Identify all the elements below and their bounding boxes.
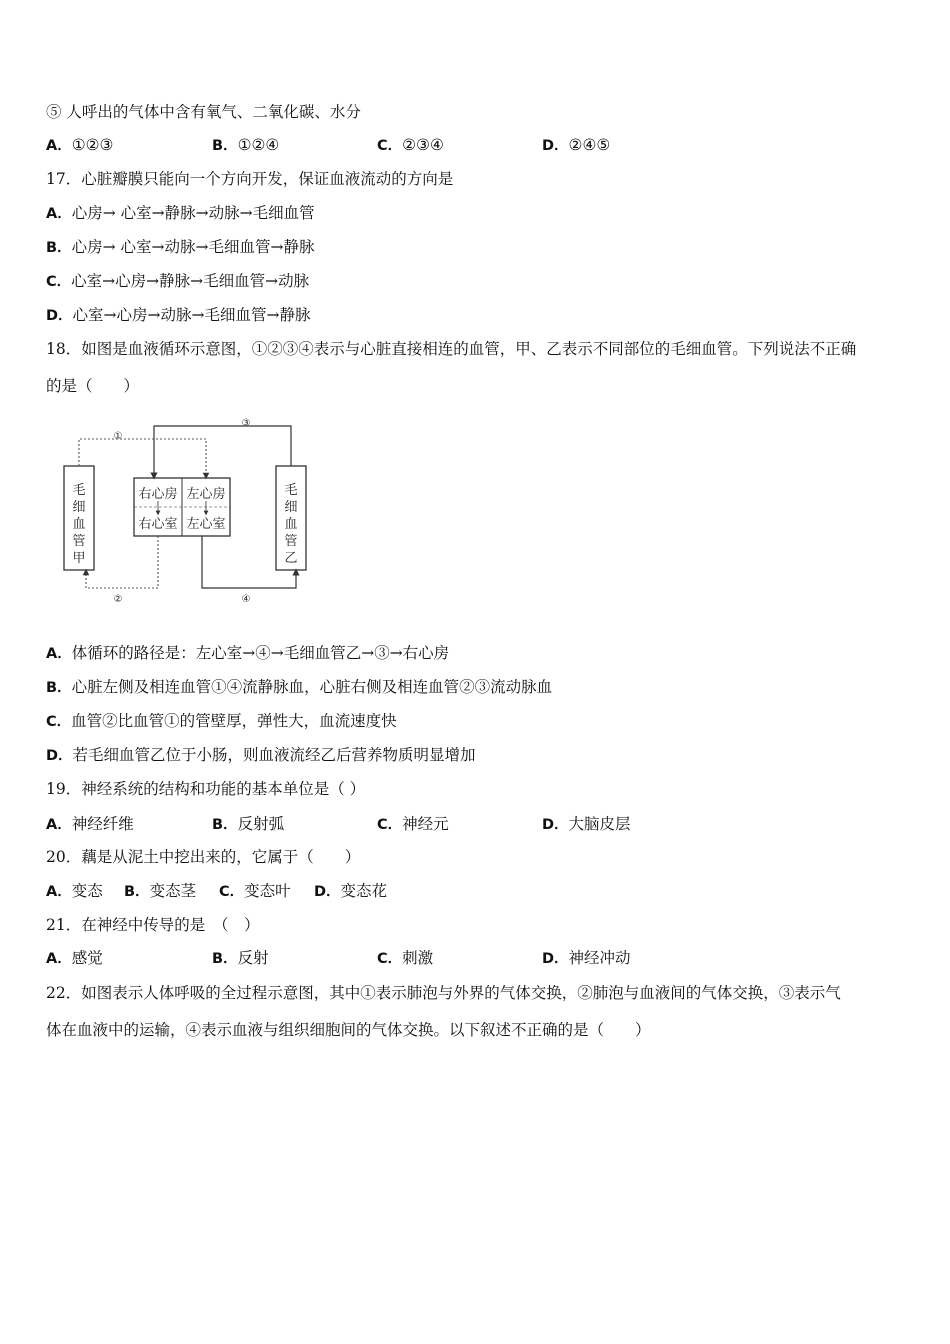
q19-option-c[interactable]: C．神经元 [377, 815, 449, 833]
q18-stem-line2: 的是（ ） [46, 377, 140, 395]
capillary-a-char: 管 [72, 534, 86, 549]
q18-option-b[interactable]: B．心脏左侧及相连血管①④流静脉血，心脏右侧及相连血管②③流动脉血 [46, 678, 553, 696]
q20-option-d[interactable]: D．变态花 [314, 882, 388, 900]
q19-option-d[interactable]: D．大脑皮层 [542, 815, 631, 833]
q18-option-c[interactable]: C．血管②比血管①的管壁厚，弹性大，血流速度快 [46, 712, 397, 730]
q20-option-a[interactable]: A．变态 [46, 882, 103, 900]
q16-option-b[interactable]: B．①②④ [212, 136, 280, 154]
q18-stem-line1: 18．如图是血液循环示意图，①②③④表示与心脏直接相连的血管，甲、乙表示不同部位的毛细血管。下列说法不正确 [46, 340, 857, 358]
blood-circulation-diagram [46, 406, 346, 616]
label-vessel-4: ④ [241, 594, 251, 605]
q18-option-a[interactable]: A．体循环的路径是：左心室→④→毛细血管乙→③→右心房 [46, 644, 450, 662]
q20-option-c[interactable]: C．变态叶 [219, 882, 291, 900]
vessel-3 [154, 426, 291, 476]
q21-option-b[interactable]: B．反射 [212, 949, 269, 967]
capillary-b-char: 毛 [284, 483, 298, 498]
left-ventricle-label: 左心室 [186, 517, 226, 532]
left-atrium-label: 左心房 [186, 487, 226, 502]
capillary-b-char: 乙 [284, 551, 298, 566]
q17-option-d[interactable]: D．心室→心房→动脉→毛细血管→静脉 [46, 306, 311, 324]
capillary-a-char: 血 [72, 517, 86, 532]
q19-option-a[interactable]: A．神经纤维 [46, 815, 134, 833]
q20-stem: 20．藕是从泥土中挖出来的，它属于（ ） [46, 848, 361, 866]
right-atrium-label: 右心房 [138, 487, 178, 502]
q16-option-d[interactable]: D．②④⑤ [542, 136, 611, 154]
vessel-4 [202, 536, 296, 588]
q19-stem: 19．神经系统的结构和功能的基本单位是（ ） [46, 780, 366, 798]
capillary-a-char: 甲 [72, 551, 86, 566]
q21-option-d[interactable]: D．神经冲动 [542, 949, 631, 967]
label-vessel-2: ② [113, 594, 123, 605]
vessel-1 [79, 439, 206, 476]
q18-option-d[interactable]: D．若毛细血管乙位于小肠，则血液流经乙后营养物质明显增加 [46, 746, 476, 764]
capillary-a-char: 毛 [72, 483, 86, 498]
q20-option-b[interactable]: B．变态茎 [124, 882, 197, 900]
label-vessel-3: ③ [241, 418, 251, 429]
q21-stem: 21．在神经中传导的是 （ ） [46, 916, 260, 934]
capillary-a-char: 细 [72, 500, 86, 515]
q17-option-c[interactable]: C．心室→心房→静脉→毛细血管→动脉 [46, 272, 310, 290]
q21-option-a[interactable]: A．感觉 [46, 949, 103, 967]
q22-stem-line2: 体在血液中的运输，④表示血液与组织细胞间的气体交换。以下叙述不正确的是（ ） [46, 1021, 651, 1039]
circulation-svg [46, 406, 346, 616]
q17-stem: 17．心脏瓣膜只能向一个方向开发，保证血液流动的方向是 [46, 170, 454, 188]
q22-stem-line1: 22．如图表示人体呼吸的全过程示意图，其中①表示肺泡与外界的气体交换，②肺泡与血液间的气体交换，③表示气 [46, 984, 841, 1002]
q21-option-c[interactable]: C．刺激 [377, 949, 434, 967]
capillary-b-char: 管 [284, 534, 298, 549]
q16-item5: ⑤ 人呼出的气体中含有氧气、二氧化碳、水分 [46, 103, 361, 121]
vessel-2 [86, 536, 158, 588]
capillary-b-char: 血 [284, 517, 298, 532]
q19-option-b[interactable]: B．反射弧 [212, 815, 285, 833]
q17-option-a[interactable]: A．心房→ 心室→静脉→动脉→毛细血管 [46, 204, 315, 222]
q16-option-a[interactable]: A．①②③ [46, 136, 114, 154]
q17-option-b[interactable]: B．心房→ 心室→动脉→毛细血管→静脉 [46, 238, 315, 256]
label-vessel-1: ① [113, 431, 123, 442]
right-ventricle-label: 右心室 [138, 517, 178, 532]
q16-option-c[interactable]: C．②③④ [377, 136, 444, 154]
capillary-b-char: 细 [284, 500, 298, 515]
